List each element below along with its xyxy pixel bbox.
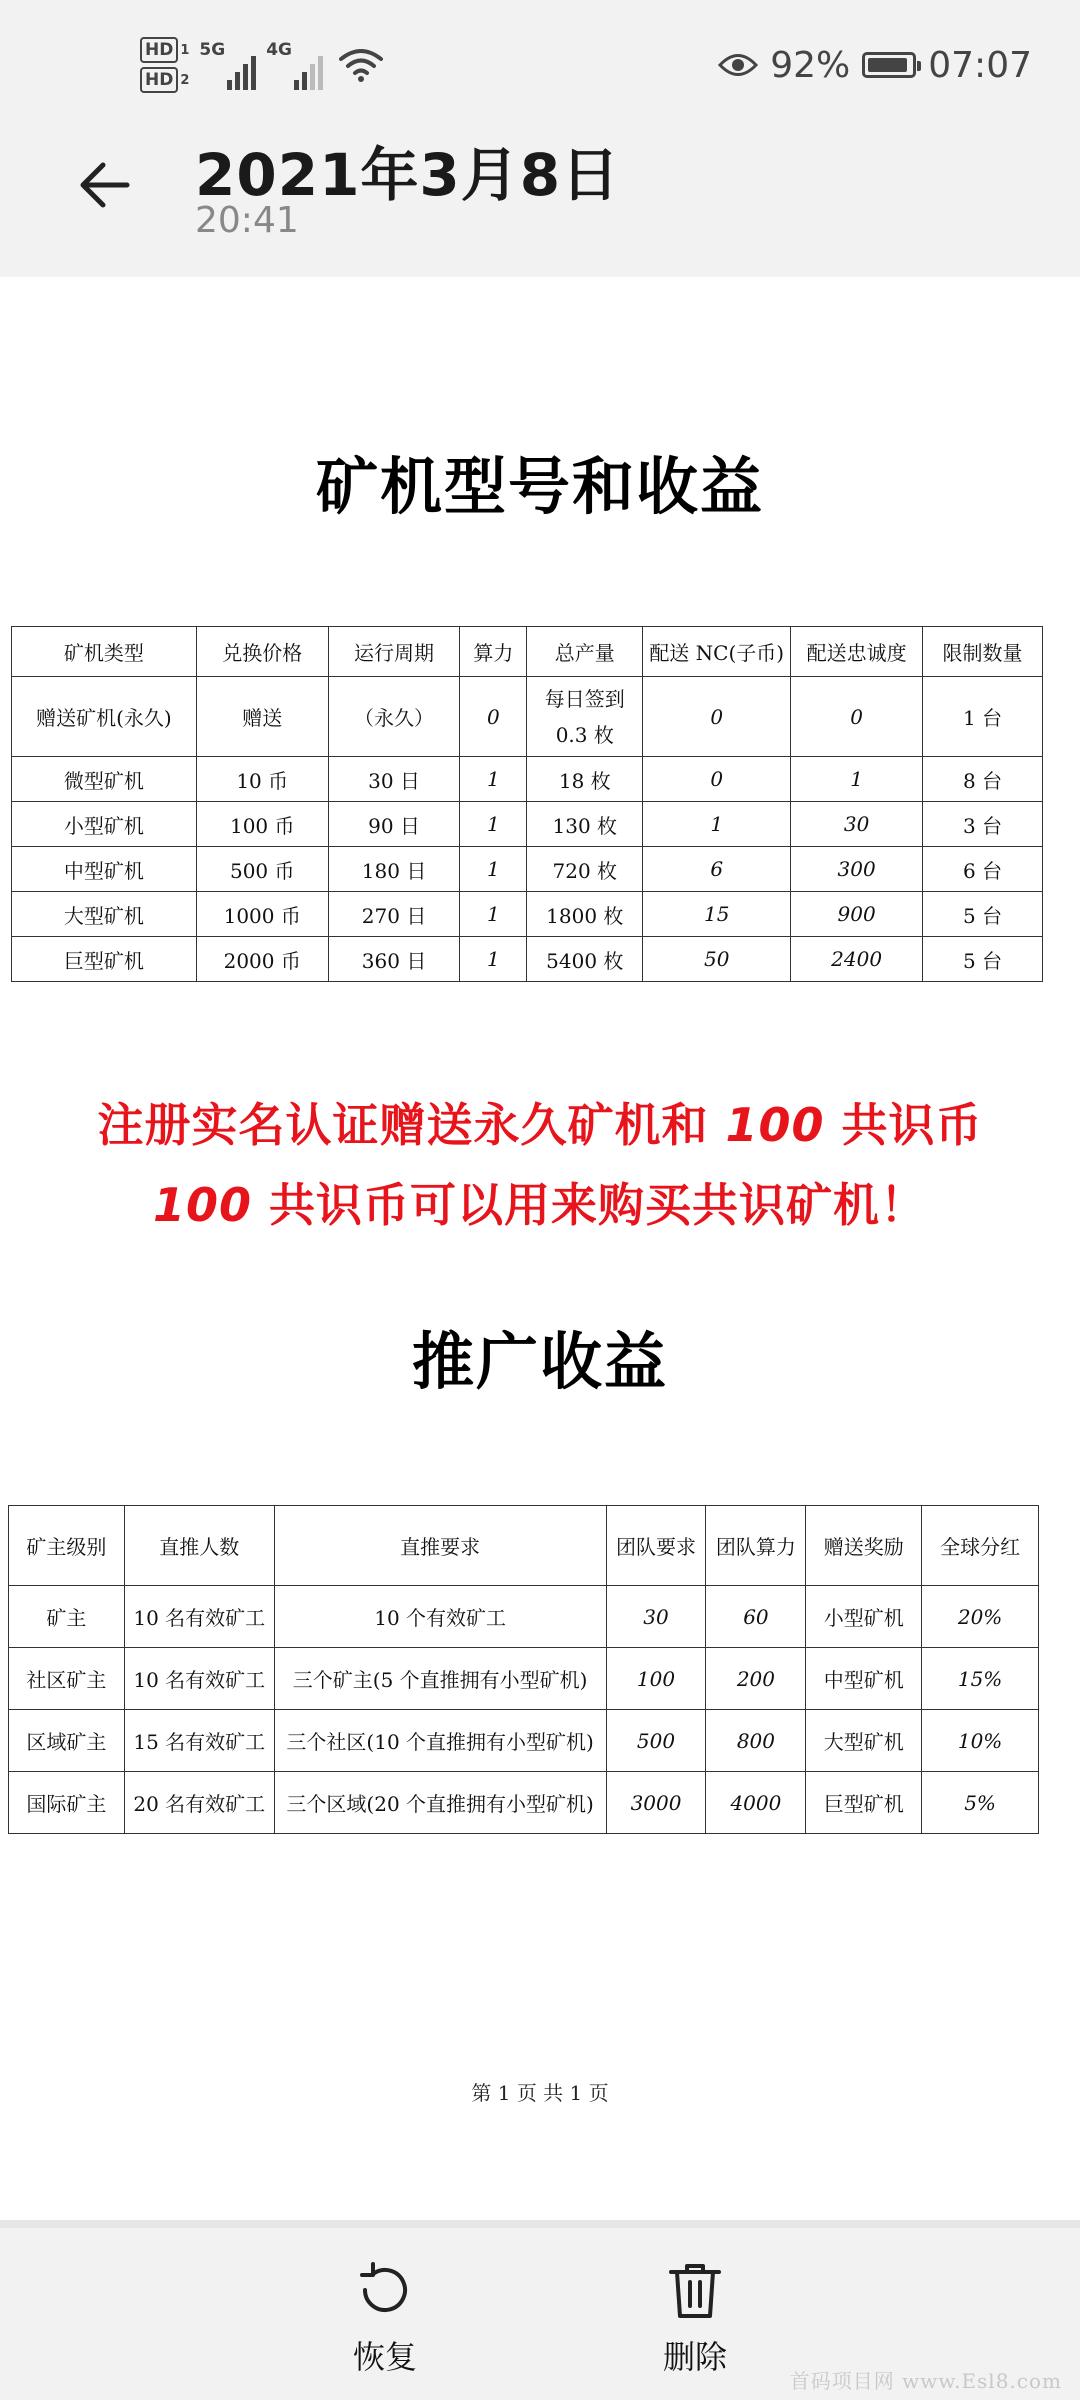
arrow-left-icon	[75, 155, 135, 215]
table-cell: 200	[706, 1648, 806, 1710]
table-cell: 三个社区(10 个直推拥有小型矿机)	[274, 1710, 606, 1772]
table-cell: 区域矿主	[9, 1710, 125, 1772]
table-cell: 巨型矿机	[806, 1772, 922, 1834]
table-cell: 社区矿主	[9, 1648, 125, 1710]
table-cell: 赠送	[196, 677, 328, 757]
miner-header-cell: 运行周期	[328, 627, 460, 677]
table-cell: 大型矿机	[806, 1710, 922, 1772]
promo-header-cell: 全球分红	[922, 1506, 1039, 1586]
table-cell: 2000 币	[196, 937, 328, 982]
table-cell: 8 台	[923, 757, 1043, 802]
table-cell: 3000	[606, 1772, 706, 1834]
status-time: 07:07	[928, 44, 1032, 86]
table-cell: 500	[606, 1710, 706, 1772]
watermark: 首码项目网 www.Esl8.com	[789, 2369, 1062, 2393]
table-cell: 国际矿主	[9, 1772, 125, 1834]
table-cell: 5%	[922, 1772, 1039, 1834]
table-cell: 18 枚	[527, 757, 643, 802]
header-title: 2021年3月8日	[195, 141, 621, 209]
promo-header-cell: 团队要求	[606, 1506, 706, 1586]
promo-line1-amount: 100	[725, 1098, 825, 1152]
hd1-label: HD	[140, 37, 178, 63]
hd-indicators	[140, 37, 189, 93]
table-row	[9, 1710, 1039, 1772]
table-cell: 20 名有效矿工	[124, 1772, 274, 1834]
net2-label: 4G	[266, 40, 292, 60]
table-cell: 15 名有效矿工	[124, 1710, 274, 1772]
table-cell: 15	[643, 892, 791, 937]
table-row	[12, 677, 1043, 757]
table-row	[9, 1772, 1039, 1834]
table-cell: 5 台	[923, 937, 1043, 982]
table-cell: 30	[791, 802, 923, 847]
table-cell: 0	[791, 677, 923, 757]
eye-icon	[718, 52, 758, 78]
promo-line1-part3: 共识币	[841, 1098, 983, 1152]
table-row	[12, 937, 1043, 982]
table-cell: 10 名有效矿工	[124, 1586, 274, 1648]
miner-header-cell: 兑换价格	[196, 627, 328, 677]
miner-header-cell: 总产量	[527, 627, 643, 677]
hd2-label: HD	[140, 67, 178, 93]
table-cell: 1	[791, 757, 923, 802]
table-cell: 100	[606, 1648, 706, 1710]
table-cell: 0	[643, 677, 791, 757]
table-cell: 15%	[922, 1648, 1039, 1710]
miner-table	[11, 626, 1043, 982]
table-row	[12, 802, 1043, 847]
table-cell: 60	[706, 1586, 806, 1648]
table-cell: 5 台	[923, 892, 1043, 937]
table-cell: 矿主	[9, 1586, 125, 1648]
table-cell: 中型矿机	[806, 1648, 922, 1710]
back-button[interactable]	[70, 150, 140, 220]
net1-label: 5G	[199, 40, 226, 60]
table-cell: 6 台	[923, 847, 1043, 892]
table-cell: 500 币	[196, 847, 328, 892]
table-cell: 1	[460, 847, 527, 892]
promo-text-line2	[0, 1169, 1080, 1235]
table-cell: 90 日	[328, 802, 460, 847]
table-cell: 180 日	[328, 847, 460, 892]
promotion-table	[8, 1505, 1039, 1834]
table-cell: 6	[643, 847, 791, 892]
miner-header-cell: 算力	[460, 627, 527, 677]
table-row	[9, 1648, 1039, 1710]
table-cell: 赠送矿机(永久)	[12, 677, 197, 757]
delete-label: 删除	[662, 2338, 727, 2376]
table-cell: 360 日	[328, 937, 460, 982]
delete-button[interactable]	[625, 2258, 765, 2378]
table-cell: 1	[460, 892, 527, 937]
table-cell: 270 日	[328, 892, 460, 937]
header-subtitle: 20:41	[195, 200, 299, 241]
table-cell: 1	[643, 802, 791, 847]
table-cell: 1 台	[923, 677, 1043, 757]
table-cell: 30 日	[328, 757, 460, 802]
header	[0, 120, 1080, 277]
table-cell: 1	[460, 757, 527, 802]
table-cell: 大型矿机	[12, 892, 197, 937]
table-cell: 10 币	[196, 757, 328, 802]
promo-line2-amount: 100	[152, 1178, 252, 1232]
table-cell: 1	[460, 802, 527, 847]
promo-header-cell: 赠送奖励	[806, 1506, 922, 1586]
table-cell: 130 枚	[527, 802, 643, 847]
hd1-badge	[140, 37, 189, 63]
promotion-table-header-row	[9, 1506, 1039, 1586]
table-cell: 1800 枚	[527, 892, 643, 937]
signal-4g	[266, 40, 323, 90]
table-row	[12, 892, 1043, 937]
restore-label: 恢复	[352, 2338, 417, 2376]
restore-icon	[353, 2258, 417, 2322]
table-cell: 0	[460, 677, 527, 757]
table-cell: 1000 币	[196, 892, 328, 937]
table-cell: 4000	[706, 1772, 806, 1834]
battery-fill	[868, 58, 907, 72]
hd1-sub: 1	[180, 42, 190, 58]
table-cell: 1	[460, 937, 527, 982]
table-cell: 300	[791, 847, 923, 892]
table-cell: 0	[643, 757, 791, 802]
wifi-icon	[339, 47, 383, 83]
trash-icon	[663, 2258, 727, 2322]
table-cell: 30	[606, 1586, 706, 1648]
status-left	[140, 30, 383, 100]
table-cell: 巨型矿机	[12, 937, 197, 982]
doc-title-miners: 矿机型号和收益	[315, 450, 764, 523]
table-cell: 20%	[922, 1586, 1039, 1648]
table-cell: 5400 枚	[527, 937, 643, 982]
table-cell: 三个区域(20 个直推拥有小型矿机)	[274, 1772, 606, 1834]
table-cell: 3 台	[923, 802, 1043, 847]
table-cell: 900	[791, 892, 923, 937]
signal-5g	[199, 40, 256, 90]
table-cell: 小型矿机	[12, 802, 197, 847]
table-cell: 10%	[922, 1710, 1039, 1772]
table-cell: 50	[643, 937, 791, 982]
top-area	[0, 0, 1080, 277]
table-cell: 三个矿主(5 个直推拥有小型矿机)	[274, 1648, 606, 1710]
promo-line2-part2: 共识币可以用来购买共识矿机！	[269, 1178, 928, 1232]
table-cell: 微型矿机	[12, 757, 197, 802]
table-cell: 中型矿机	[12, 847, 197, 892]
table-cell: 720 枚	[527, 847, 643, 892]
hd2-badge	[140, 67, 189, 93]
table-row	[12, 757, 1043, 802]
table-row	[12, 847, 1043, 892]
miner-table-header-row	[12, 627, 1043, 677]
promo-text-line1	[0, 1089, 1080, 1155]
battery-icon	[862, 52, 916, 78]
table-cell: 800	[706, 1710, 806, 1772]
battery-percent: 92%	[770, 44, 851, 86]
promo-header-cell: 团队算力	[706, 1506, 806, 1586]
miner-header-cell: 配送 NC(子币)	[643, 627, 791, 677]
status-bar	[0, 0, 1080, 120]
hd2-sub: 2	[180, 72, 190, 88]
promo-header-cell: 直推人数	[124, 1506, 274, 1586]
promo-line1-part1: 注册实名认证赠送永久矿机和	[97, 1098, 709, 1152]
status-right	[718, 38, 1032, 92]
promo-header-cell: 矿主级别	[9, 1506, 125, 1586]
bottom-action-bar	[0, 2220, 1080, 2400]
page-footer: 第 1 页 共 1 页	[471, 2081, 609, 2105]
miner-header-cell: 限制数量	[923, 627, 1043, 677]
restore-button[interactable]	[315, 2258, 455, 2378]
table-cell: 2400	[791, 937, 923, 982]
table-cell: 10 名有效矿工	[124, 1648, 274, 1710]
signal-bars-icon	[227, 50, 256, 90]
table-cell: 10 个有效矿工	[274, 1586, 606, 1648]
doc-title-promotion: 推广收益	[411, 1325, 668, 1398]
table-cell: 小型矿机	[806, 1586, 922, 1648]
table-cell: 100 币	[196, 802, 328, 847]
signal-bars-weak-icon	[294, 50, 323, 90]
document-page	[0, 277, 1080, 2220]
table-cell: 每日签到 0.3 枚	[527, 677, 643, 757]
promo-header-cell: 直推要求	[274, 1506, 606, 1586]
miner-header-cell: 配送忠诚度	[791, 627, 923, 677]
table-cell: （永久）	[328, 677, 460, 757]
table-row	[9, 1586, 1039, 1648]
miner-header-cell: 矿机类型	[12, 627, 197, 677]
